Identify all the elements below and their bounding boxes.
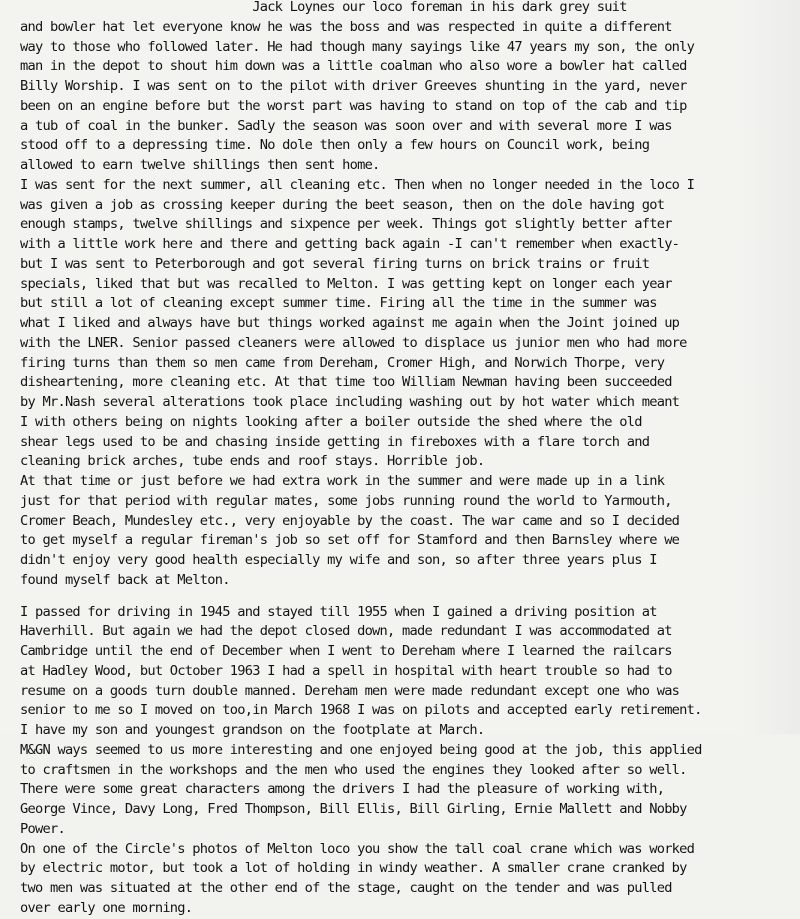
text-line: with the LNER. Senior passed cleaners were allowed to displace us junior men who had more <box>20 334 687 351</box>
text-line: On one of the Circle's photos of Melton loco you show the tall coal crane which was worked <box>20 840 695 857</box>
text-line: to craftsmen in the workshops and the men who used the engines they looked after so well. <box>20 761 687 778</box>
text-line: I was sent for the next summer, all cleaning etc. Then when no longer needed in the loco I <box>20 176 695 193</box>
text-line: but I was sent to Peterborough and got several firing turns on brick trains or fruit <box>20 255 650 272</box>
text-line: by Mr.Nash several alterations took place including washing out by hot water which meant <box>20 394 680 410</box>
text-line: stood off to a depressing time. No dole then only a few hours on Council work, being <box>20 137 650 154</box>
text-line: and bowler hat let everyone know he was the boss and was respected in quite a different <box>20 18 672 35</box>
text-line: what I liked and always have but things worked against me again when the Joint joined up <box>20 315 680 331</box>
text-line: was given a job as crossing keeper during the beet season, then on the dole having got <box>20 196 665 213</box>
text-line: Cromer Beach, Mundesley etc., very enjoyable by the coast. The war came and so I decided <box>20 512 680 529</box>
text-line: resume on a goods turn double manned. Dereham men were made redundant except one who was <box>20 682 680 699</box>
text-line: I have my son and youngest grandson on the footplate at March. <box>20 722 485 738</box>
text-line: I with others being on nights looking after a boiler outside the shed where the old <box>20 413 642 430</box>
paragraph-gap <box>20 591 800 603</box>
text-line: There were some great characters among the drivers I had the pleasure of working with, <box>20 781 665 798</box>
text-line: man in the depot to shout him down was a little coalman who also wore a bowler hat called <box>20 58 687 75</box>
text-line: at Hadley Wood, but October 1963 I had a spell in hospital with heart trouble so had to <box>20 662 672 679</box>
typewritten-text <box>20 0 800 919</box>
paragraph-1 <box>20 0 800 591</box>
text-line: two men was situated at the other end of the stage, caught on the tender and was pulled <box>20 880 672 896</box>
text-line: disheartening, more cleaning etc. At that time too William Newman having been succeeded <box>20 374 672 391</box>
text-line: senior to me so I moved on too,in March 1968 I was on pilots and accepted early retirement. <box>20 702 702 719</box>
text-line: over early one morning. <box>20 899 193 916</box>
text-line: a tub of coal in the bunker. Sadly the season was soon over and with several more I was <box>20 117 672 134</box>
text-line: cleaning brick arches, tube ends and roof stays. Horrible job. <box>20 453 485 470</box>
text-line: Jack Loynes our loco foreman in his dark grey suit <box>20 0 627 15</box>
text-line: At that time or just before we had extra work in the summer and were made up in a link <box>20 473 665 489</box>
text-line: shear legs used to be and chasing inside getting in fireboxes with a flare torch and <box>20 433 650 450</box>
text-line: M&GN ways seemed to us more interesting and one enjoyed being good at the job, this applied <box>20 741 702 758</box>
text-line: didn't enjoy very good health especially my wife and son, so after three years plus I <box>20 552 657 568</box>
text-line: Cambridge until the end of December when I went to Dereham where I learned the railcars <box>20 643 672 659</box>
text-line: Power. <box>20 820 65 837</box>
text-line: by electric motor, but took a lot of holding in windy weather. A smaller crane cranked by <box>20 860 687 877</box>
text-line: George Vince, Davy Long, Fred Thompson, Bill Ellis, Bill Girling, Ernie Mallett and Nobby <box>20 801 687 817</box>
text-line: found myself back at Melton. <box>20 571 230 588</box>
text-line: to get myself a regular fireman's job so set off for Stamford and then Barnsley where we <box>20 532 680 549</box>
paragraph-2 <box>20 603 800 919</box>
text-line: allowed to earn twelve shillings then sent home. <box>20 157 380 173</box>
text-line: way to those who followed later. He had though many sayings like 47 years my son, the only <box>20 38 695 55</box>
text-line: Haverhill. But again we had the depot closed down, made redundant I was accommodated at <box>20 623 672 640</box>
text-line: just for that period with regular mates, some jobs running round the world to Yarmouth, <box>20 492 672 509</box>
text-line: firing turns than them so men came from Dereham, Cromer High, and Norwich Thorpe, very <box>20 354 665 371</box>
text-line: but still a lot of cleaning except summer time. Firing all the time in the summer was <box>20 295 657 312</box>
text-line: Billy Worship. I was sent on to the pilot with driver Greeves shunting in the yard, never <box>20 78 687 94</box>
text-line: been on an engine before but the worst part was having to stand on top of the cab and tip <box>20 97 687 114</box>
text-line: I passed for driving in 1945 and stayed till 1955 when I gained a driving position at <box>20 603 657 620</box>
text-line: specials, liked that but was recalled to Melton. I was getting kept on longer each year <box>20 275 672 292</box>
text-line: with a little work here and there and getting back again -I can't remember when exactly- <box>20 236 680 252</box>
text-line: enough stamps, twelve shillings and sixpence per week. Things got slightly better after <box>20 216 672 233</box>
